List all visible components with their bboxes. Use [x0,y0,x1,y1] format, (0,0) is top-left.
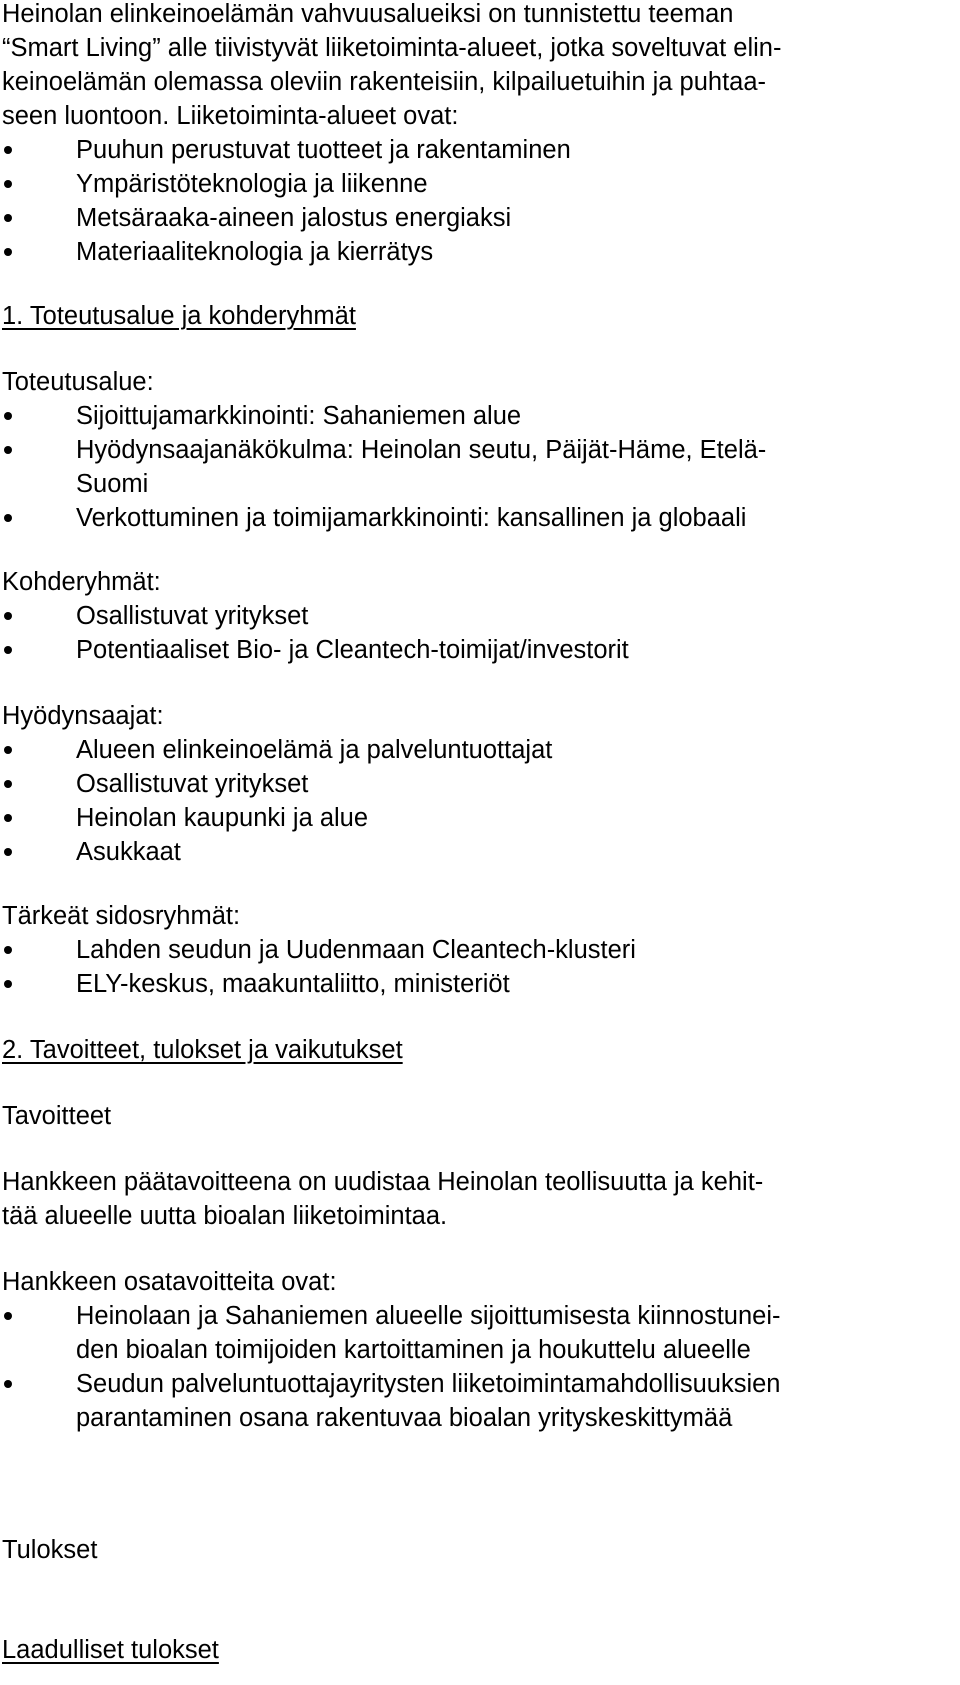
list-item: ELY-keskus, maakuntaliitto, ministeriöt [2,966,902,1002]
bullet-icon [2,932,26,968]
bullet-icon [2,598,26,634]
tavoitteet-label: Tavoitteet [2,1102,112,1130]
list-item: Alueen elinkeinoelämä ja palveluntuottajat [2,732,902,768]
bullet-icon [2,766,26,802]
main-goal-line-2: tää alueelle uutta bioalan liiketoimintaa. [2,1202,448,1230]
list-item: Osallistuvat yritykset [2,598,902,634]
list-item-continuation: Suomi [76,470,149,498]
bullet-icon [2,834,26,870]
tulokset-label: Tulokset [2,1536,98,1564]
toteutusalue-label: Toteutusalue: [2,368,154,396]
bullet-icon [2,1298,26,1334]
bullet-icon [2,132,26,168]
section-heading-2: 2. Tavoitteet, tulokset ja vaikutukset [2,1036,403,1064]
bullet-icon [2,200,26,236]
bullet-icon [2,800,26,836]
list-item-continuation: den bioalan toimijoiden kartoittaminen ja houkuttelu alueelle [76,1336,751,1364]
main-goal-line-1: Hankkeen päätavoitteena on uudistaa Heinolan teollisuutta ja kehit- [2,1168,764,1196]
intro-line-1: Heinolan elinkeinoelämän vahvuusalueiksi on tunnistettu teeman [2,0,734,28]
bullet-icon [2,732,26,768]
list-item: Materiaaliteknologia ja kierrätys [2,234,902,270]
list-item: Verkottuminen ja toimijamarkkinointi: kansallinen ja globaali [2,500,902,536]
bullet-icon [2,1366,26,1402]
list-item: Lahden seudun ja Uudenmaan Cleantech-klusteri [2,932,902,968]
list-item: Asukkaat [2,834,902,870]
list-item: Sijoittujamarkkinointi: Sahaniemen alue [2,398,902,434]
list-item: Seudun palveluntuottajayritysten liiketoimintamahdollisuuksien [2,1366,902,1402]
list-item: Metsäraaka-aineen jalostus energiaksi [2,200,902,236]
bullet-icon [2,398,26,434]
intro-line-3: keinoelämän olemassa oleviin rakenteisiin, kilpailuetuihin ja puhtaa- [2,68,767,96]
list-item-continuation: parantaminen osana rakentuvaa bioalan yrityskeskittymää [76,1404,733,1432]
intro-line-4: seen luontoon. Liiketoiminta-alueet ovat: [2,102,459,130]
bullet-icon [2,234,26,270]
bullet-icon [2,500,26,536]
kohderyhmat-label: Kohderyhmät: [2,568,161,596]
list-item: Osallistuvat yritykset [2,766,902,802]
hyodynsaajat-label: Hyödynsaajat: [2,702,164,730]
list-item: Puuhun perustuvat tuotteet ja rakentaminen [2,132,902,168]
sidosryhmat-label: Tärkeät sidosryhmät: [2,902,241,930]
laadulliset-tulokset-heading: Laadulliset tulokset [2,1636,219,1664]
list-item: Ympäristöteknologia ja liikenne [2,166,902,202]
sub-goals-label: Hankkeen osatavoitteita ovat: [2,1268,337,1296]
bullet-icon [2,966,26,1002]
bullet-icon [2,166,26,202]
intro-line-2: “Smart Living” alle tiivistyvät liiketoiminta-alueet, jotka soveltuvat elin- [2,34,782,62]
list-item: Hyödynsaajanäkökulma: Heinolan seutu, Päijät-Häme, Etelä- [2,432,902,468]
bullet-icon [2,632,26,668]
list-item: Heinolan kaupunki ja alue [2,800,902,836]
list-item: Potentiaaliset Bio- ja Cleantech-toimijat/investorit [2,632,902,668]
list-item: Heinolaan ja Sahaniemen alueelle sijoittumisesta kiinnostunei- [2,1298,902,1334]
bullet-icon [2,432,26,468]
section-heading-1: 1. Toteutusalue ja kohderyhmät [2,302,356,330]
